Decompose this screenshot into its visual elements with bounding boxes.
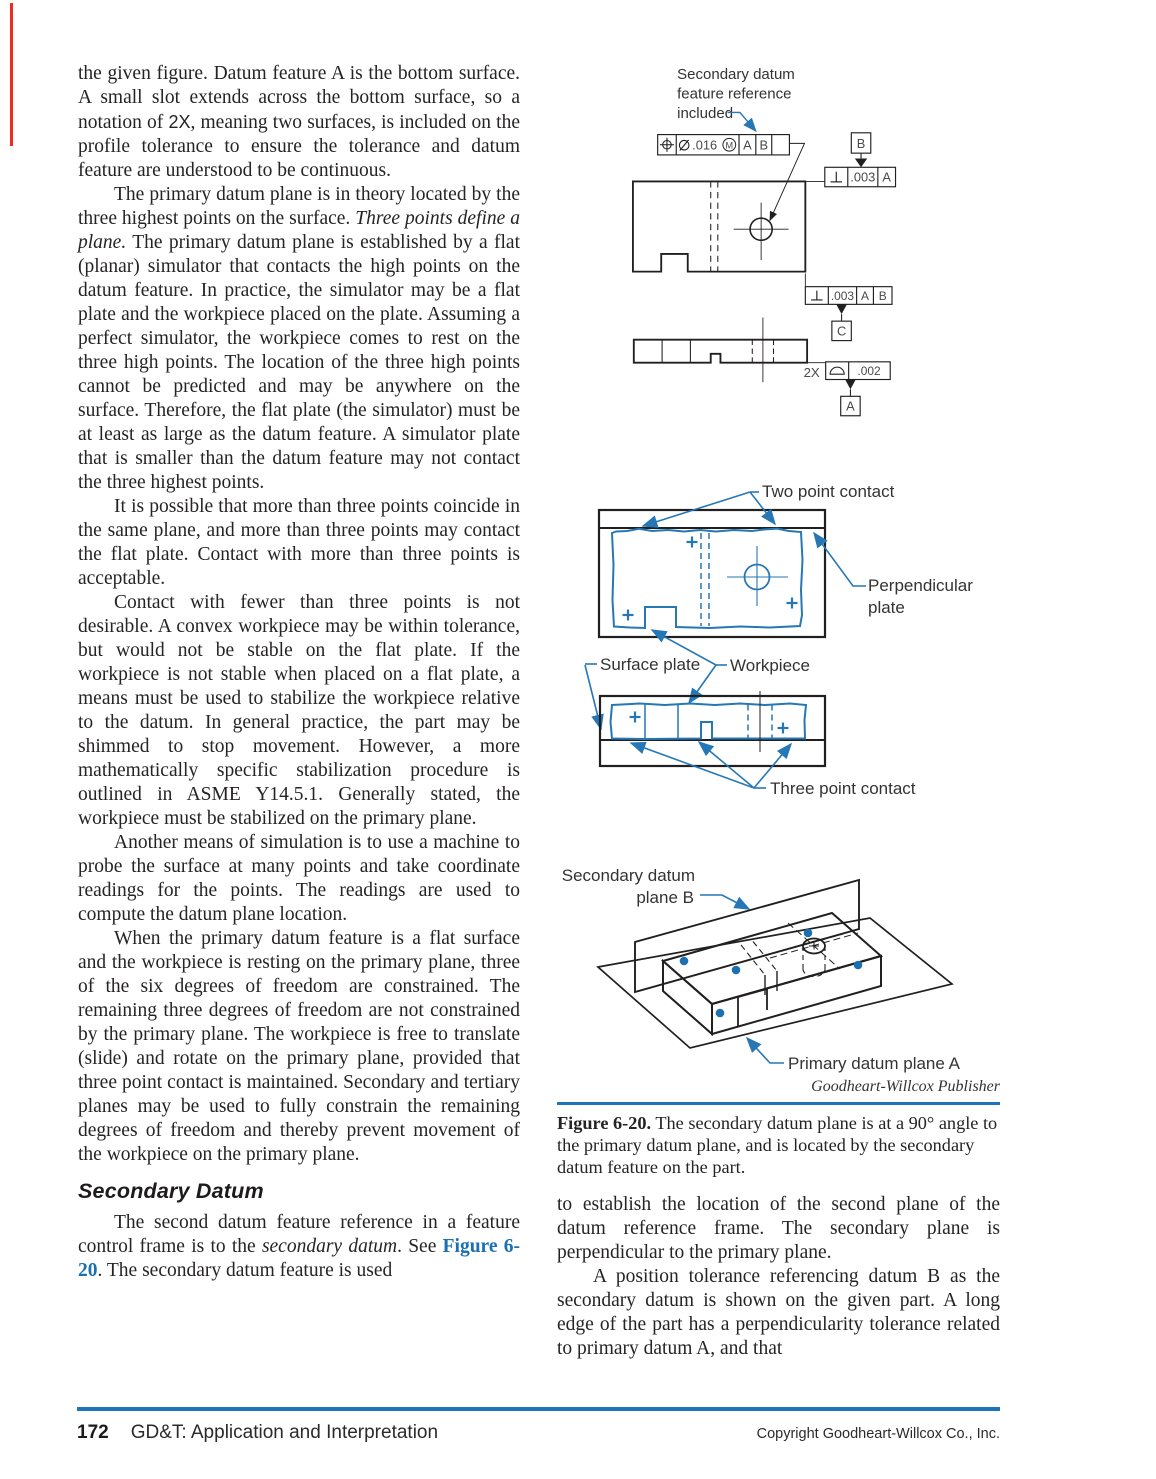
- callout-label: included: [677, 104, 734, 122]
- perpendicularity-symbol-icon: [811, 291, 822, 300]
- text-segment: secondary datum: [261, 1236, 398, 1257]
- part-notch: [724, 989, 767, 1027]
- text-segment: A position tolerance referencing datum B as the secondary datum is shown on the given part. A long edge of the part has a perpendicularity tolerance related to primary datum A, and that: [557, 1266, 1000, 1359]
- tolerance-value: .003: [850, 169, 876, 185]
- position-symbol-icon: [660, 138, 674, 152]
- workpiece-top-view: [612, 529, 803, 628]
- datum-ref: A: [861, 288, 869, 303]
- perpendicularity-symbol-icon: [831, 172, 842, 182]
- profile-surface-symbol-icon: [830, 367, 844, 374]
- paragraph: [557, 1193, 1000, 1265]
- text-segment: It is possible that more than three points coincide in the same plane, and more than three points may contact the flat plate. Contact with more than three points is acceptable.: [78, 496, 520, 589]
- text-segment: The primary datum plane is established by a flat (planar) simulator that contacts the high points on the datum feature. In practice, the simulator may be a flat plate and the workpiece placed on the plate. Assuming a perfect simulator, the workpiece comes to rest on the three high points. The location of the three high points cannot be predicted and may be anywhere on the surface. Therefore, the flat plate (the simulator) must be at least as large as the datum feature. A simulator plate that is smaller than the datum feature may not contact the three highest points.: [78, 232, 520, 493]
- tolerance-value: .002: [857, 364, 881, 379]
- paragraph: [78, 927, 520, 1167]
- text-segment: The secondary datum plane is at a 90° angle to the primary datum plane, and is located by the secondary datum feature on the part.: [557, 1113, 998, 1177]
- perpendicular-plate-label: Perpendicular: [868, 576, 973, 595]
- text-segment: . The secondary datum feature is used: [97, 1260, 393, 1281]
- secondary-plane-label: plane B: [636, 888, 694, 907]
- perpendicular-plate-label: plate: [868, 598, 905, 617]
- datum-feature-symbol-a: [841, 380, 860, 416]
- leader-line: [700, 895, 749, 909]
- primary-plane-label: Primary datum plane A: [788, 1054, 960, 1073]
- feature-control-frame-perpendicularity-ab: [805, 287, 892, 305]
- datum-ref: A: [882, 169, 891, 185]
- red-margin-mark: [10, 3, 13, 146]
- contact-dots: [680, 929, 863, 1018]
- svg-text:C: C: [836, 323, 847, 339]
- secondary-plane-label: Secondary datum: [561, 866, 695, 885]
- footer: [77, 1422, 1000, 1444]
- leader-line: [585, 665, 601, 729]
- svg-text:B: B: [856, 135, 866, 151]
- paragraph: [78, 1211, 520, 1283]
- figure-contact-simulation: [555, 480, 1015, 810]
- text-segment: Another means of simulation is to use a machine to probe the surface at many points and take coordinate readings for the points. The readings are used to compute the datum plane location.: [78, 832, 520, 925]
- text-segment: Contact with fewer than three points is not desirable. A convex workpiece may be within tolerance, but would not be stable on the flat plate. If the workpiece is not stable when placed on a flat plate, a means must be used to stabilize the workpiece relative to the datum. In general practice, the part may be shimmed to stop movement. However, a more mathematically specific stabilization procedure is outlined in ASME Y14.5.1. Generally stated, the workpiece must be stabilized on the primary plane.: [78, 592, 520, 829]
- footer-rule: [77, 1407, 1000, 1411]
- book-title: GD&T: Application and Interpretation: [130, 1422, 439, 1443]
- quantity-note: 2X: [803, 364, 820, 380]
- paragraph: [78, 183, 520, 495]
- text-segment: 2X: [168, 112, 191, 132]
- datum-feature-symbol-b: [851, 133, 870, 167]
- paragraph: [78, 495, 520, 591]
- caption-divider-rule: [557, 1102, 1000, 1105]
- text-segment: The primary datum plane is in theory located by the three highest points on the surface.: [78, 184, 520, 229]
- surface-plate-label: Surface plate: [600, 655, 701, 674]
- feature-control-frame-position: [658, 135, 790, 155]
- text-segment: . See: [397, 1236, 443, 1257]
- feature-control-frame-profile: [826, 362, 891, 380]
- section-heading-secondary-datum: Secondary Datum: [78, 1179, 264, 1203]
- callout-label: feature reference: [677, 85, 792, 103]
- mmc-modifier-icon: [723, 138, 736, 151]
- left-text-column: [78, 62, 520, 1283]
- datum-ref: A: [743, 137, 752, 153]
- paragraph: [78, 591, 520, 831]
- paragraph: [78, 831, 520, 927]
- figure-reference-link[interactable]: Figure 6-20: [78, 1236, 520, 1281]
- text-segment: , meaning two surfaces, is included on the profile tolerance to ensure the tolerance and datum feature are understood to be continuous.: [78, 112, 521, 181]
- tolerance-value: .003: [830, 288, 855, 303]
- text-segment: The second datum feature reference in a feature control frame is to the: [78, 1212, 520, 1257]
- part-top-view: [633, 181, 805, 271]
- datum-feature-symbol-c: [832, 304, 851, 340]
- callout-label: Secondary datum: [677, 65, 795, 83]
- part-side-view: [634, 318, 807, 383]
- svg-text:M: M: [725, 140, 734, 151]
- two-point-contact-label: Two point contact: [762, 482, 895, 501]
- text-segment: the given figure. Datum feature A is the bottom surface. A small slot extends across the bottom surface, so a notation of: [78, 63, 520, 133]
- diameter-symbol-icon: [679, 140, 689, 151]
- figure-iso-datum-planes: [555, 855, 1015, 1105]
- datum-ref: B: [759, 137, 769, 153]
- leader-line: [814, 533, 866, 586]
- text-segment: Three points define a plane.: [78, 208, 521, 253]
- text-segment: When the primary datum feature is a flat surface and the workpiece is resting on the primary plane, three of the six degrees of freedom are constrained. The remaining three degrees of freedom are not constrained by the primary plane. The workpiece is free to translate (slide) and rotate on the primary plane, provided that three point contact is maintained. Secondary and tertiary planes may be used to fully constrain the remaining degrees of freedom and thereby prevent movement of the workpiece on the primary plane.: [78, 928, 520, 1165]
- workpiece-side-view: [611, 691, 807, 752]
- copyright-notice: Copyright Goodheart-Willcox Co., Inc.: [756, 1426, 1000, 1442]
- leader-line: [747, 1038, 784, 1063]
- right-text-column: [557, 1102, 1000, 1361]
- text-segment: Figure 6-20.: [557, 1113, 652, 1133]
- svg-text:A: A: [846, 398, 855, 414]
- feature-control-frame-perpendicularity-a: [825, 167, 896, 186]
- text-segment: to establish the location of the second plane of the datum reference frame. The secondary plane is perpendicular to the primary plane.: [557, 1194, 1000, 1263]
- tolerance-value: .016: [692, 137, 718, 153]
- paragraph: [557, 1265, 1000, 1361]
- workpiece-label: Workpiece: [730, 656, 810, 675]
- datum-ref: B: [878, 288, 887, 303]
- figure-drawing-views: [555, 55, 1015, 475]
- paragraph: [78, 62, 520, 183]
- page-number: 172: [77, 1422, 109, 1443]
- figure-caption: [557, 1112, 1000, 1178]
- three-point-contact-label: Three point contact: [770, 779, 916, 798]
- publisher-credit: Goodheart-Willcox Publisher: [811, 1078, 1000, 1095]
